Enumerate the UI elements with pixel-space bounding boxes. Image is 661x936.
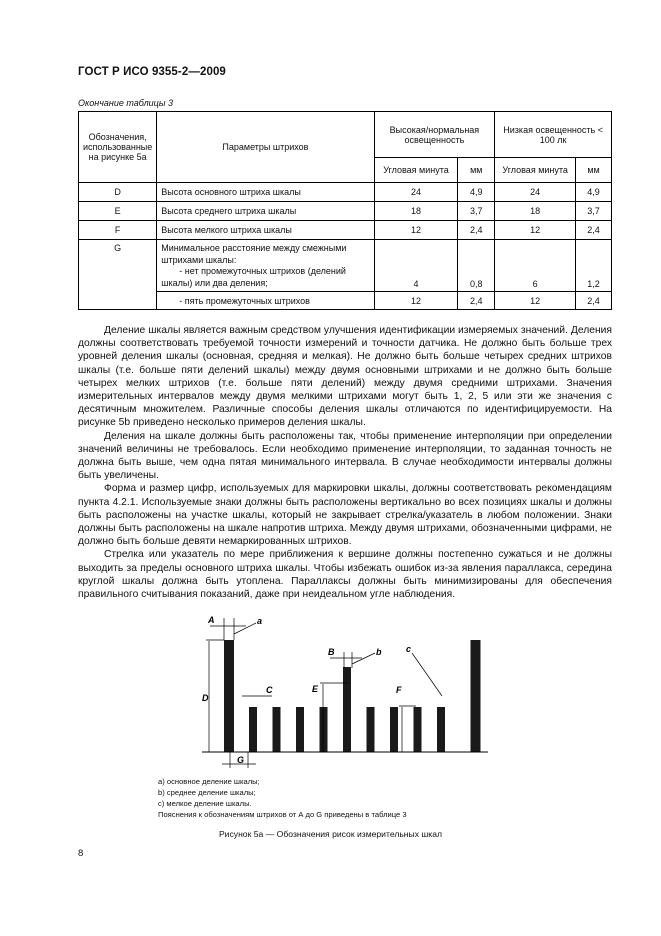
note-line: Пояснения к обозначениям штрихов от А до G приведены в таблице 3 [158,810,407,819]
cell-value: 3,7 [576,202,612,221]
row-id: F [79,221,157,240]
row-param-b: - пять промежуточных штрихов [157,292,374,310]
leader-a [234,623,256,634]
scale-strokes-figure [180,608,500,773]
leader-b [352,653,375,664]
cell-value: 4,9 [458,183,495,202]
header-low-light: Низкая освещенность < 100 лк [495,112,612,158]
scale-stroke-main [224,640,234,752]
cell-value: 6 [495,240,576,292]
scale-stroke-small [414,707,422,752]
scale-stroke-small [367,707,375,752]
table-row-g-b [79,292,612,310]
row-param-a: - нет промежуточных штрихов (делений шкалы) или два деления; [161,266,346,288]
cell-value: 18 [495,202,576,221]
parameters-table [78,111,612,310]
row-param: Высота основного штриха шкалы [157,183,374,202]
label-F: F [396,685,402,695]
header-mm-high: мм [458,158,495,183]
paragraph: Деления на шкале должны быть расположены так, чтобы применение интерполяции при определении значений величины не требовалось. Если необходимо применение интерполяции, то заданная точность не должна быть выше, чем одна пятая минимального интервала. В случае необходимости интервалы должны быть увеличены. [78,430,612,482]
header-arcmin-low: Угловая минута [495,158,576,183]
header-high-light: Высокая/нормальная освещенность [374,112,495,158]
label-G: G [237,755,245,765]
scale-stroke-small [249,707,257,752]
row-id: G [79,240,157,310]
scale-stroke-small [437,707,445,752]
paragraph: Стрелка или указатель по мере приближения к вершине должны постепенно сужаться и не должны выходить за пределы основного штриха шкалы. Чтобы избежать ошибок из-за явления параллакса, середина круглой шкалы должна быть утоплена. Параллаксы должны быть минимизированы для обеспечения правильного считывания показаний, даже при неидеальном угле наблюдения. [78,549,612,601]
row-param [157,240,374,292]
scale-stroke-medium [343,667,351,752]
note-line: b) среднее деление шкалы; [158,788,256,797]
label-a: a [257,616,263,626]
label-C: C [266,685,273,695]
cell-value: 12 [495,292,576,310]
row-param: Высота мелкого штриха шкалы [157,221,374,240]
cell-value: 24 [495,183,576,202]
cell-value: 0,8 [458,240,495,292]
cell-value: 12 [374,221,458,240]
leader-c [412,653,442,696]
figure-caption: Рисунок 5а — Обозначения рисок измерительных шкал [218,829,443,839]
cell-value: 2,4 [458,221,495,240]
cell-value: 24 [374,183,458,202]
cell-value: 2,4 [458,292,495,310]
row-param-intro: Минимальное расстояние между смежными штрихами шкалы: [161,243,347,265]
table-row [79,221,612,240]
cell-value: 2,4 [576,221,612,240]
note-line: а) основное деление шкалы; [158,777,260,786]
scale-stroke-small [320,707,328,752]
label-A: A [208,615,215,625]
paragraph: Деление шкалы является важным средством улучшения идентификации измеряемых значений. Деления должны соответствовать требуемой точности измерений и точности датчика. Не должно быть больше трех уровней деления шкалы (основная, средняя и мелкая). Не должно быть больше четырех средних штрихов шкалы (т.е. больше пяти делений шкалы) между двумя основными штрихами и не должно быть больше четырех мелких штрихов (т.е. больше пяти делений) между двумя средними штрихами. Значения измерительных интервалов между двумя мелкими штрихами могут быть 1, 2, 5 или эти же значения с десятичным множителем. Различные способы деления шкалы отличаются по идентифицируемости. На рисунке 5b приведено несколько примеров деления шкалы. [78,325,612,429]
header-mm-low: мм [576,158,612,183]
header-arcmin-high: Угловая минута [374,158,458,183]
figure-notes [158,776,407,820]
cell-value: 2,4 [576,292,612,310]
cell-value: 3,7 [458,202,495,221]
row-id: E [79,202,157,221]
header-designation: Обозначения, использованные на рисунке 5а [79,112,157,183]
cell-value: 12 [374,292,458,310]
cell-value: 12 [495,221,576,240]
label-B: B [328,647,335,657]
table-caption: Окончание таблицы 3 [78,98,173,108]
label-b: b [376,647,382,657]
note-line: c) мелкое деление шкалы. [158,799,252,808]
table-row [79,183,612,202]
label-D: D [202,693,209,703]
row-param: Высота среднего штриха шкалы [157,202,374,221]
body-text [78,324,612,601]
cell-value: 4 [374,240,458,292]
cell-value: 1,2 [576,240,612,292]
paragraph: Форма и размер цифр, используемых для маркировки шкалы, должны соответствовать рекомендациям пункта 4.2.1. Используемые знаки должны быть расположены вертикально во всех позициях шкалы и должны быть расположены на участке шкалы, который не закрывает стрелка/указатель в любом положении. Знаки должны быть расположены на шкале напротив штриха. Между двумя штрихами, обозначенными цифрами, не должно быть больше девяти немаркированных штрихов. [78,483,612,548]
label-E: E [312,684,319,694]
row-id: D [79,183,157,202]
document-header: ГОСТ Р ИСО 9355-2—2009 [78,66,226,78]
table-row-g [79,240,612,292]
header-params: Параметры штрихов [157,112,374,183]
label-c: c [406,644,412,654]
table-row [79,202,612,221]
scale-stroke-main [471,640,481,752]
scale-stroke-small [390,707,398,752]
scale-stroke-small [273,707,281,752]
cell-value: 18 [374,202,458,221]
scale-stroke-small [296,707,304,752]
cell-value: 4,9 [576,183,612,202]
page-number: 8 [78,848,84,859]
